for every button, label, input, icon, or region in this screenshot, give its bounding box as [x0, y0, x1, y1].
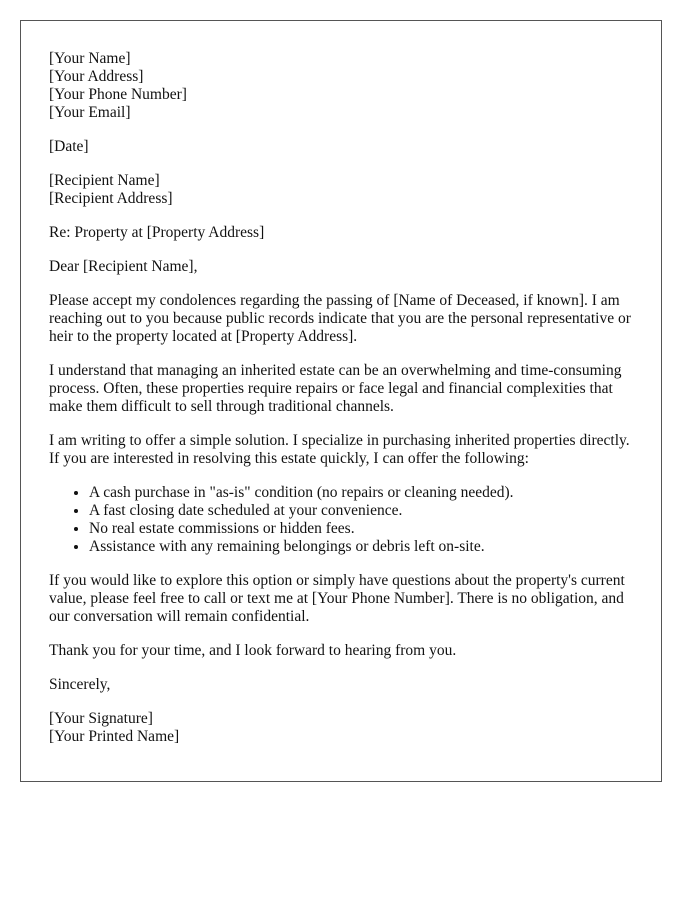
offer-list-item: • A fast closing date scheduled at your convenience.	[89, 502, 633, 520]
signature-block	[49, 710, 633, 746]
body-paragraph-offer: I am writing to offer a simple solution. I specialize in purchasing inherited properties directly. If you are interested in resolving this estate quickly, I can offer the following:	[49, 432, 630, 467]
salutation: Dear [Recipient Name],	[49, 258, 198, 275]
offer-list-item: • Assistance with any remaining belongings or debris left on-site.	[89, 538, 633, 556]
offer-list-item: • No real estate commissions or hidden fees.	[89, 520, 633, 538]
sender-phone: [Your Phone Number]	[49, 86, 187, 103]
recipient-address: [Recipient Address]	[49, 190, 173, 207]
sender-block	[49, 50, 633, 122]
recipient-name: [Recipient Name]	[49, 172, 160, 189]
signoff: Sincerely,	[49, 676, 111, 693]
letter	[20, 20, 662, 782]
printed-name: [Your Printed Name]	[49, 728, 180, 745]
body-paragraph-condolences: Please accept my condolences regarding the passing of [Name of Deceased, if known]. I am reaching out to you because public records indicate that you are the personal representative or heir to the property located at [Property Address].	[49, 292, 631, 345]
date-block	[49, 138, 633, 156]
sender-email: [Your Email]	[49, 104, 131, 121]
subject-line: Re: Property at [Property Address]	[49, 224, 265, 241]
body-paragraph-understanding: I understand that managing an inherited estate can be an overwhelming and time-consuming process. Often, these properties require repairs or face legal and financial complexities that make them difficult to sell through traditional channels.	[49, 362, 622, 415]
body-paragraph-contact: If you would like to explore this option or simply have questions about the property's current value, please feel free to call or text me at [Your Phone Number]. There is no obligation, and our conversation will remain confidential.	[49, 572, 625, 625]
sender-address: [Your Address]	[49, 68, 144, 85]
letter-date: [Date]	[49, 138, 89, 155]
signature-placeholder: [Your Signature]	[49, 710, 153, 727]
offer-list	[49, 484, 633, 556]
body-paragraph-thanks: Thank you for your time, and I look forward to hearing from you.	[49, 642, 457, 659]
offer-list-item: • A cash purchase in "as-is" condition (no repairs or cleaning needed).	[89, 484, 633, 502]
sender-name: [Your Name]	[49, 50, 131, 67]
recipient-block	[49, 172, 633, 208]
